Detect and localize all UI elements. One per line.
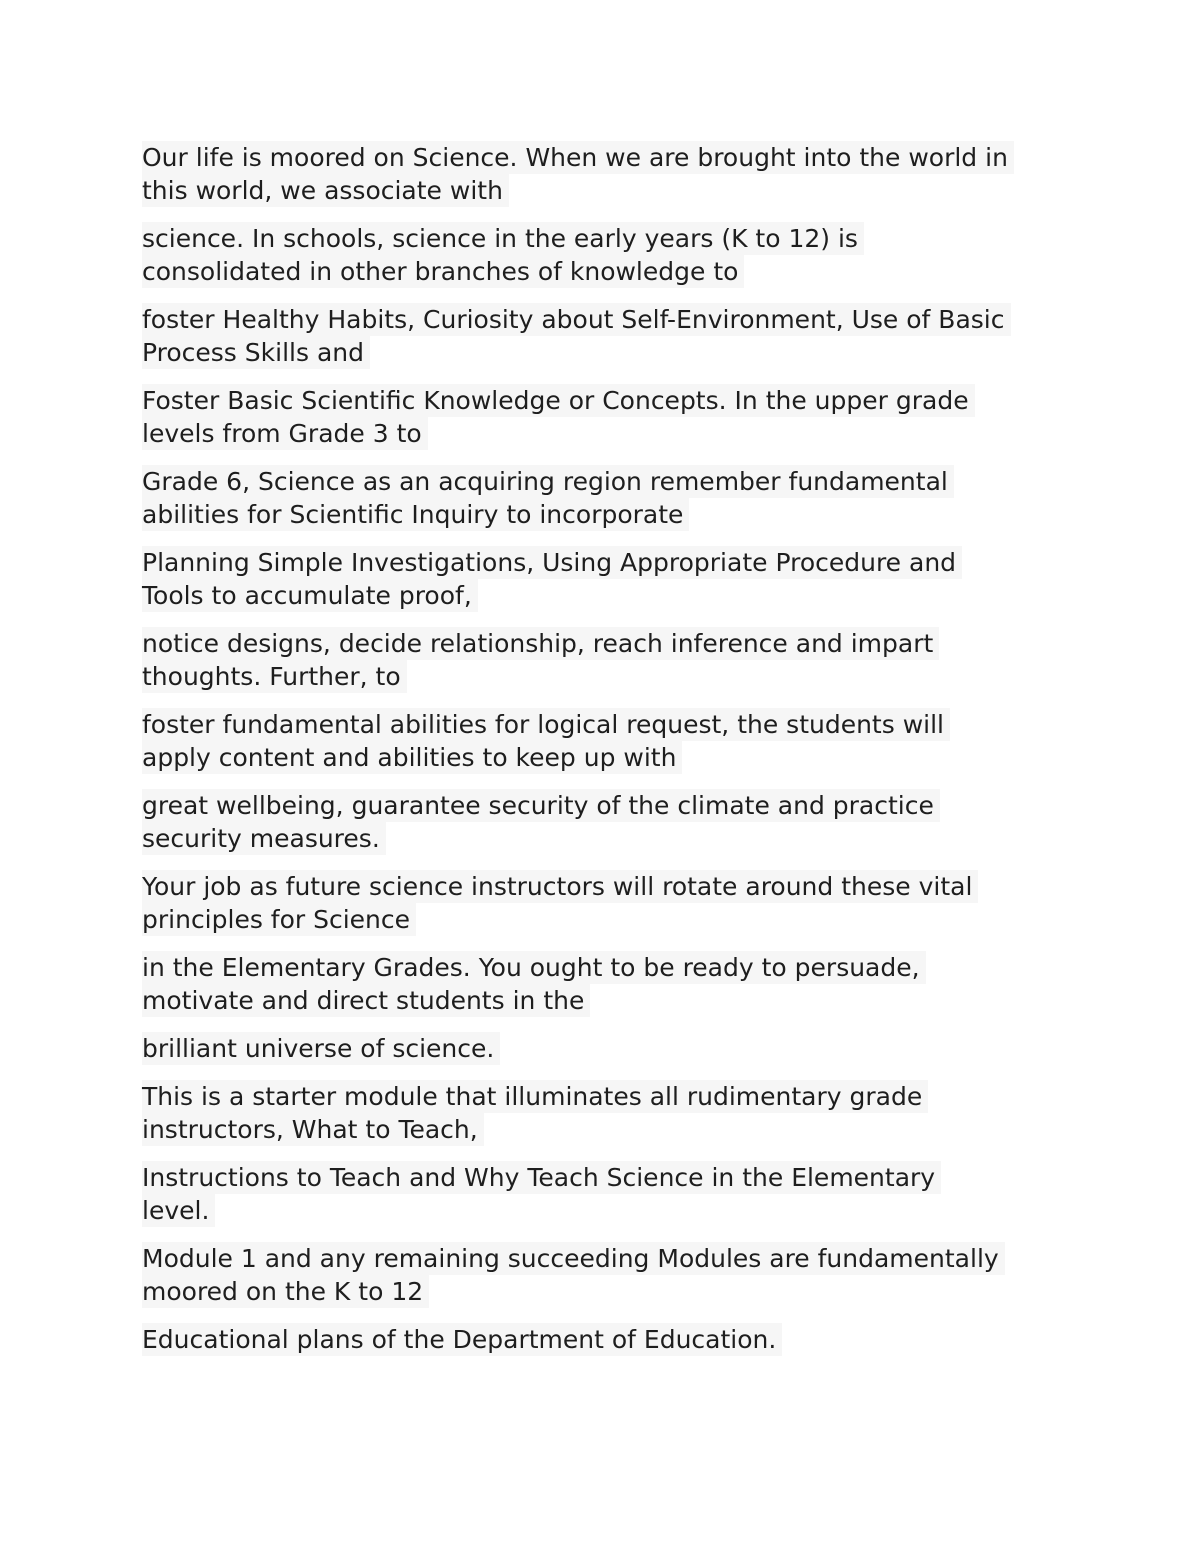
paragraph — [142, 465, 1072, 531]
text-line: notice designs, decide relationship, reach inference and impart — [142, 627, 939, 660]
text-line: moored on the K to 12 — [142, 1275, 429, 1308]
text-line: motivate and direct students in the — [142, 984, 590, 1017]
text-line: principles for Science — [142, 903, 416, 936]
paragraph — [142, 1080, 1072, 1146]
text-line: in the Elementary Grades. You ought to be ready to persuade, — [142, 951, 926, 984]
paragraph — [142, 222, 1072, 288]
paragraph — [142, 1161, 1072, 1227]
paragraph — [142, 789, 1072, 855]
text-line: Grade 6, Science as an acquiring region remember fundamental — [142, 465, 954, 498]
text-line: instructors, What to Teach, — [142, 1113, 484, 1146]
text-line: Module 1 and any remaining succeeding Modules are fundamentally — [142, 1242, 1005, 1275]
text-line: foster fundamental abilities for logical request, the students will — [142, 708, 950, 741]
paragraph — [142, 141, 1072, 207]
text-line: abilities for Scientific Inquiry to incorporate — [142, 498, 689, 531]
text-line: consolidated in other branches of knowledge to — [142, 255, 744, 288]
paragraph — [142, 546, 1072, 612]
paragraph — [142, 708, 1072, 774]
paragraph — [142, 1032, 1072, 1065]
text-line: this world, we associate with — [142, 174, 509, 207]
text-line: foster Healthy Habits, Curiosity about Self-Environment, Use of Basic — [142, 303, 1011, 336]
text-line: science. In schools, science in the early years (K to 12) is — [142, 222, 864, 255]
paragraph — [142, 384, 1072, 450]
text-line: levels from Grade 3 to — [142, 417, 428, 450]
text-line: Your job as future science instructors will rotate around these vital — [142, 870, 978, 903]
paragraph — [142, 627, 1072, 693]
document-body — [142, 141, 1072, 1371]
paragraph — [142, 303, 1072, 369]
paragraph — [142, 951, 1072, 1017]
text-line: thoughts. Further, to — [142, 660, 407, 693]
text-line: security measures. — [142, 822, 386, 855]
text-line: Foster Basic Scientific Knowledge or Concepts. In the upper grade — [142, 384, 975, 417]
text-line: Process Skills and — [142, 336, 370, 369]
text-line: level. — [142, 1194, 215, 1227]
text-line: Planning Simple Investigations, Using Appropriate Procedure and — [142, 546, 962, 579]
paragraph — [142, 1323, 1072, 1356]
text-line: Instructions to Teach and Why Teach Science in the Elementary — [142, 1161, 941, 1194]
text-line: brilliant universe of science. — [142, 1032, 500, 1065]
text-line: great wellbeing, guarantee security of the climate and practice — [142, 789, 940, 822]
paragraph — [142, 870, 1072, 936]
paragraph — [142, 1242, 1072, 1308]
text-line: This is a starter module that illuminates all rudimentary grade — [142, 1080, 928, 1113]
text-line: Educational plans of the Department of Education. — [142, 1323, 782, 1356]
text-line: apply content and abilities to keep up with — [142, 741, 682, 774]
text-line: Tools to accumulate proof, — [142, 579, 478, 612]
text-line: Our life is moored on Science. When we are brought into the world in — [142, 141, 1014, 174]
